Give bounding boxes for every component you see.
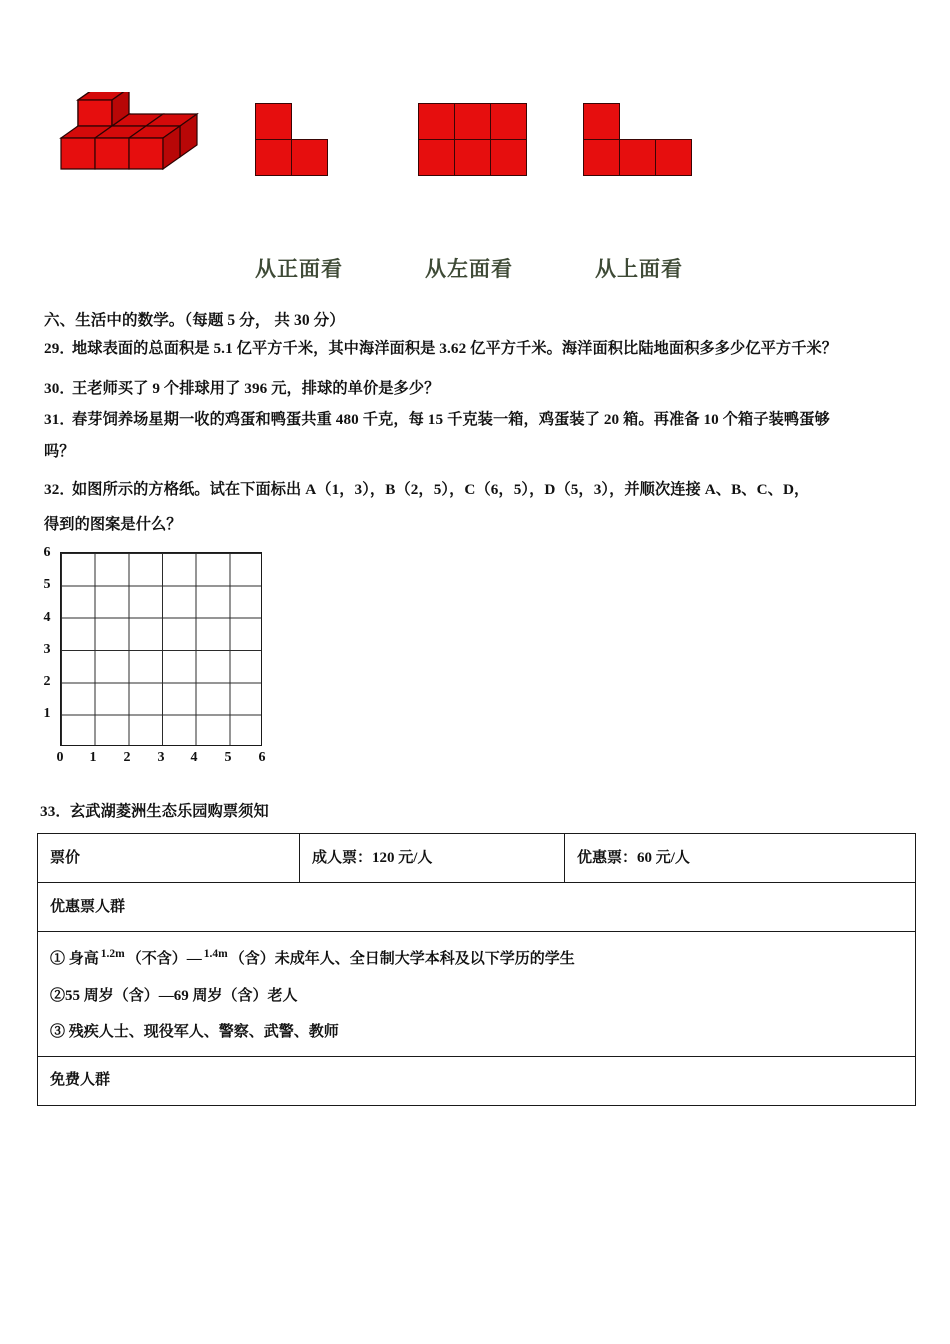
view-cell [619, 139, 656, 176]
question-31-number: 31． [44, 411, 75, 428]
left-view-label: 从左面看 [425, 257, 513, 281]
grid-y-tick: 1 [43, 706, 51, 721]
question-31-text: 春芽饲养场星期一收的鸡蛋和鸭蛋共重 480 千克，每 15 千克装一箱，鸡蛋装了 20 箱。再准备 10 个箱子装鸭蛋够 [72, 411, 830, 428]
table-row [38, 932, 916, 1057]
grid-x-tick: 2 [123, 750, 131, 765]
grid-x-tick: 0 [56, 750, 64, 765]
grid-y-tick: 3 [43, 642, 51, 657]
view-cell [490, 139, 527, 176]
discount-items-cell [38, 932, 916, 1057]
adult-price-cell: 成人票：120 元/人 [300, 834, 565, 883]
top-view-shape [583, 103, 698, 178]
grid-y-tick: 5 [43, 577, 51, 592]
discount-item-1-prefix: ① 身高 [50, 951, 99, 967]
discount-price-cell: 优惠票：60 元/人 [565, 834, 916, 883]
price-label-cell: 票价 [38, 834, 300, 883]
front-view-label: 从正面看 [255, 257, 343, 281]
ticket-info-table [37, 833, 916, 1106]
view-cell [454, 103, 491, 140]
table-row [38, 834, 916, 883]
left-view-shape [418, 103, 533, 178]
coordinate-grid-figure [28, 540, 288, 770]
grid-lines [60, 552, 262, 746]
grid-y-tick: 2 [43, 674, 51, 689]
grid-x-tick: 6 [258, 750, 266, 765]
free-group-header-cell: 免费人群 [38, 1056, 916, 1105]
question-30-number: 30． [44, 380, 75, 397]
view-cell [418, 103, 455, 140]
view-cell [583, 103, 620, 140]
table-row [38, 883, 916, 932]
grid-y-tick: 4 [43, 610, 51, 625]
discount-item-2: ②55 周岁（含）—69 周岁（含）老人 [50, 987, 298, 1004]
view-cell [291, 139, 328, 176]
figure-area [0, 78, 950, 303]
grid-y-tick: 6 [43, 545, 51, 560]
question-30-text: 王老师买了 9 个排球用了 396 元，排球的单价是多少？ [72, 380, 440, 397]
question-33-text: 玄武湖菱洲生态乐园购票须知 [70, 803, 269, 820]
question-32-text-line2: 得到的图案是什么？ [44, 516, 182, 533]
view-cell [418, 139, 455, 176]
discount-item-1 [50, 946, 903, 971]
question-33-number: 33． [40, 803, 71, 820]
grid-x-tick: 3 [157, 750, 165, 765]
question-31-text-line2: 吗？ [44, 443, 75, 460]
discount-group-header-cell: 优惠票人群 [38, 883, 916, 932]
view-cell [655, 139, 692, 176]
question-29-number: 29． [44, 340, 75, 357]
view-cell [490, 103, 527, 140]
discount-item-3: ③ 残疾人士、现役军人、警察、武警、教师 [50, 1024, 339, 1040]
view-cell [454, 139, 491, 176]
view-cell [255, 139, 292, 176]
height-low-superscript: 1.2m [100, 948, 125, 960]
height-high-superscript: 1.4m [203, 948, 228, 960]
question-29-text: 地球表面的总面积是 5.1 亿平方千米，其中海洋面积是 3.62 亿平方千米。海洋面积比陆地面积多多少亿平方千米？ [72, 340, 838, 357]
question-32-number: 32． [44, 481, 75, 498]
view-cell [255, 103, 292, 140]
question-32-text: 如图所示的方格纸。试在下面标出 A（1，3），B（2，5），C（6，5），D（5，3），并顺次连接 A、B、C、D， [72, 481, 810, 498]
front-view-shape [255, 103, 330, 178]
top-view-label: 从上面看 [595, 257, 683, 281]
grid-x-tick: 1 [89, 750, 97, 765]
grid-x-tick: 4 [190, 750, 198, 765]
section-heading: 六、生活中的数学。（每题 5 分， 共 30 分） [44, 312, 345, 329]
view-cell [583, 139, 620, 176]
grid-x-tick: 5 [224, 750, 232, 765]
discount-item-1-mid: （不含）— [126, 951, 202, 967]
isometric-solid-figure [44, 92, 254, 202]
discount-item-1-suffix: （含）未成年人、全日制大学本科及以下学历的学生 [229, 951, 575, 967]
isometric-solid-svg [44, 92, 254, 202]
table-row [38, 1056, 916, 1105]
